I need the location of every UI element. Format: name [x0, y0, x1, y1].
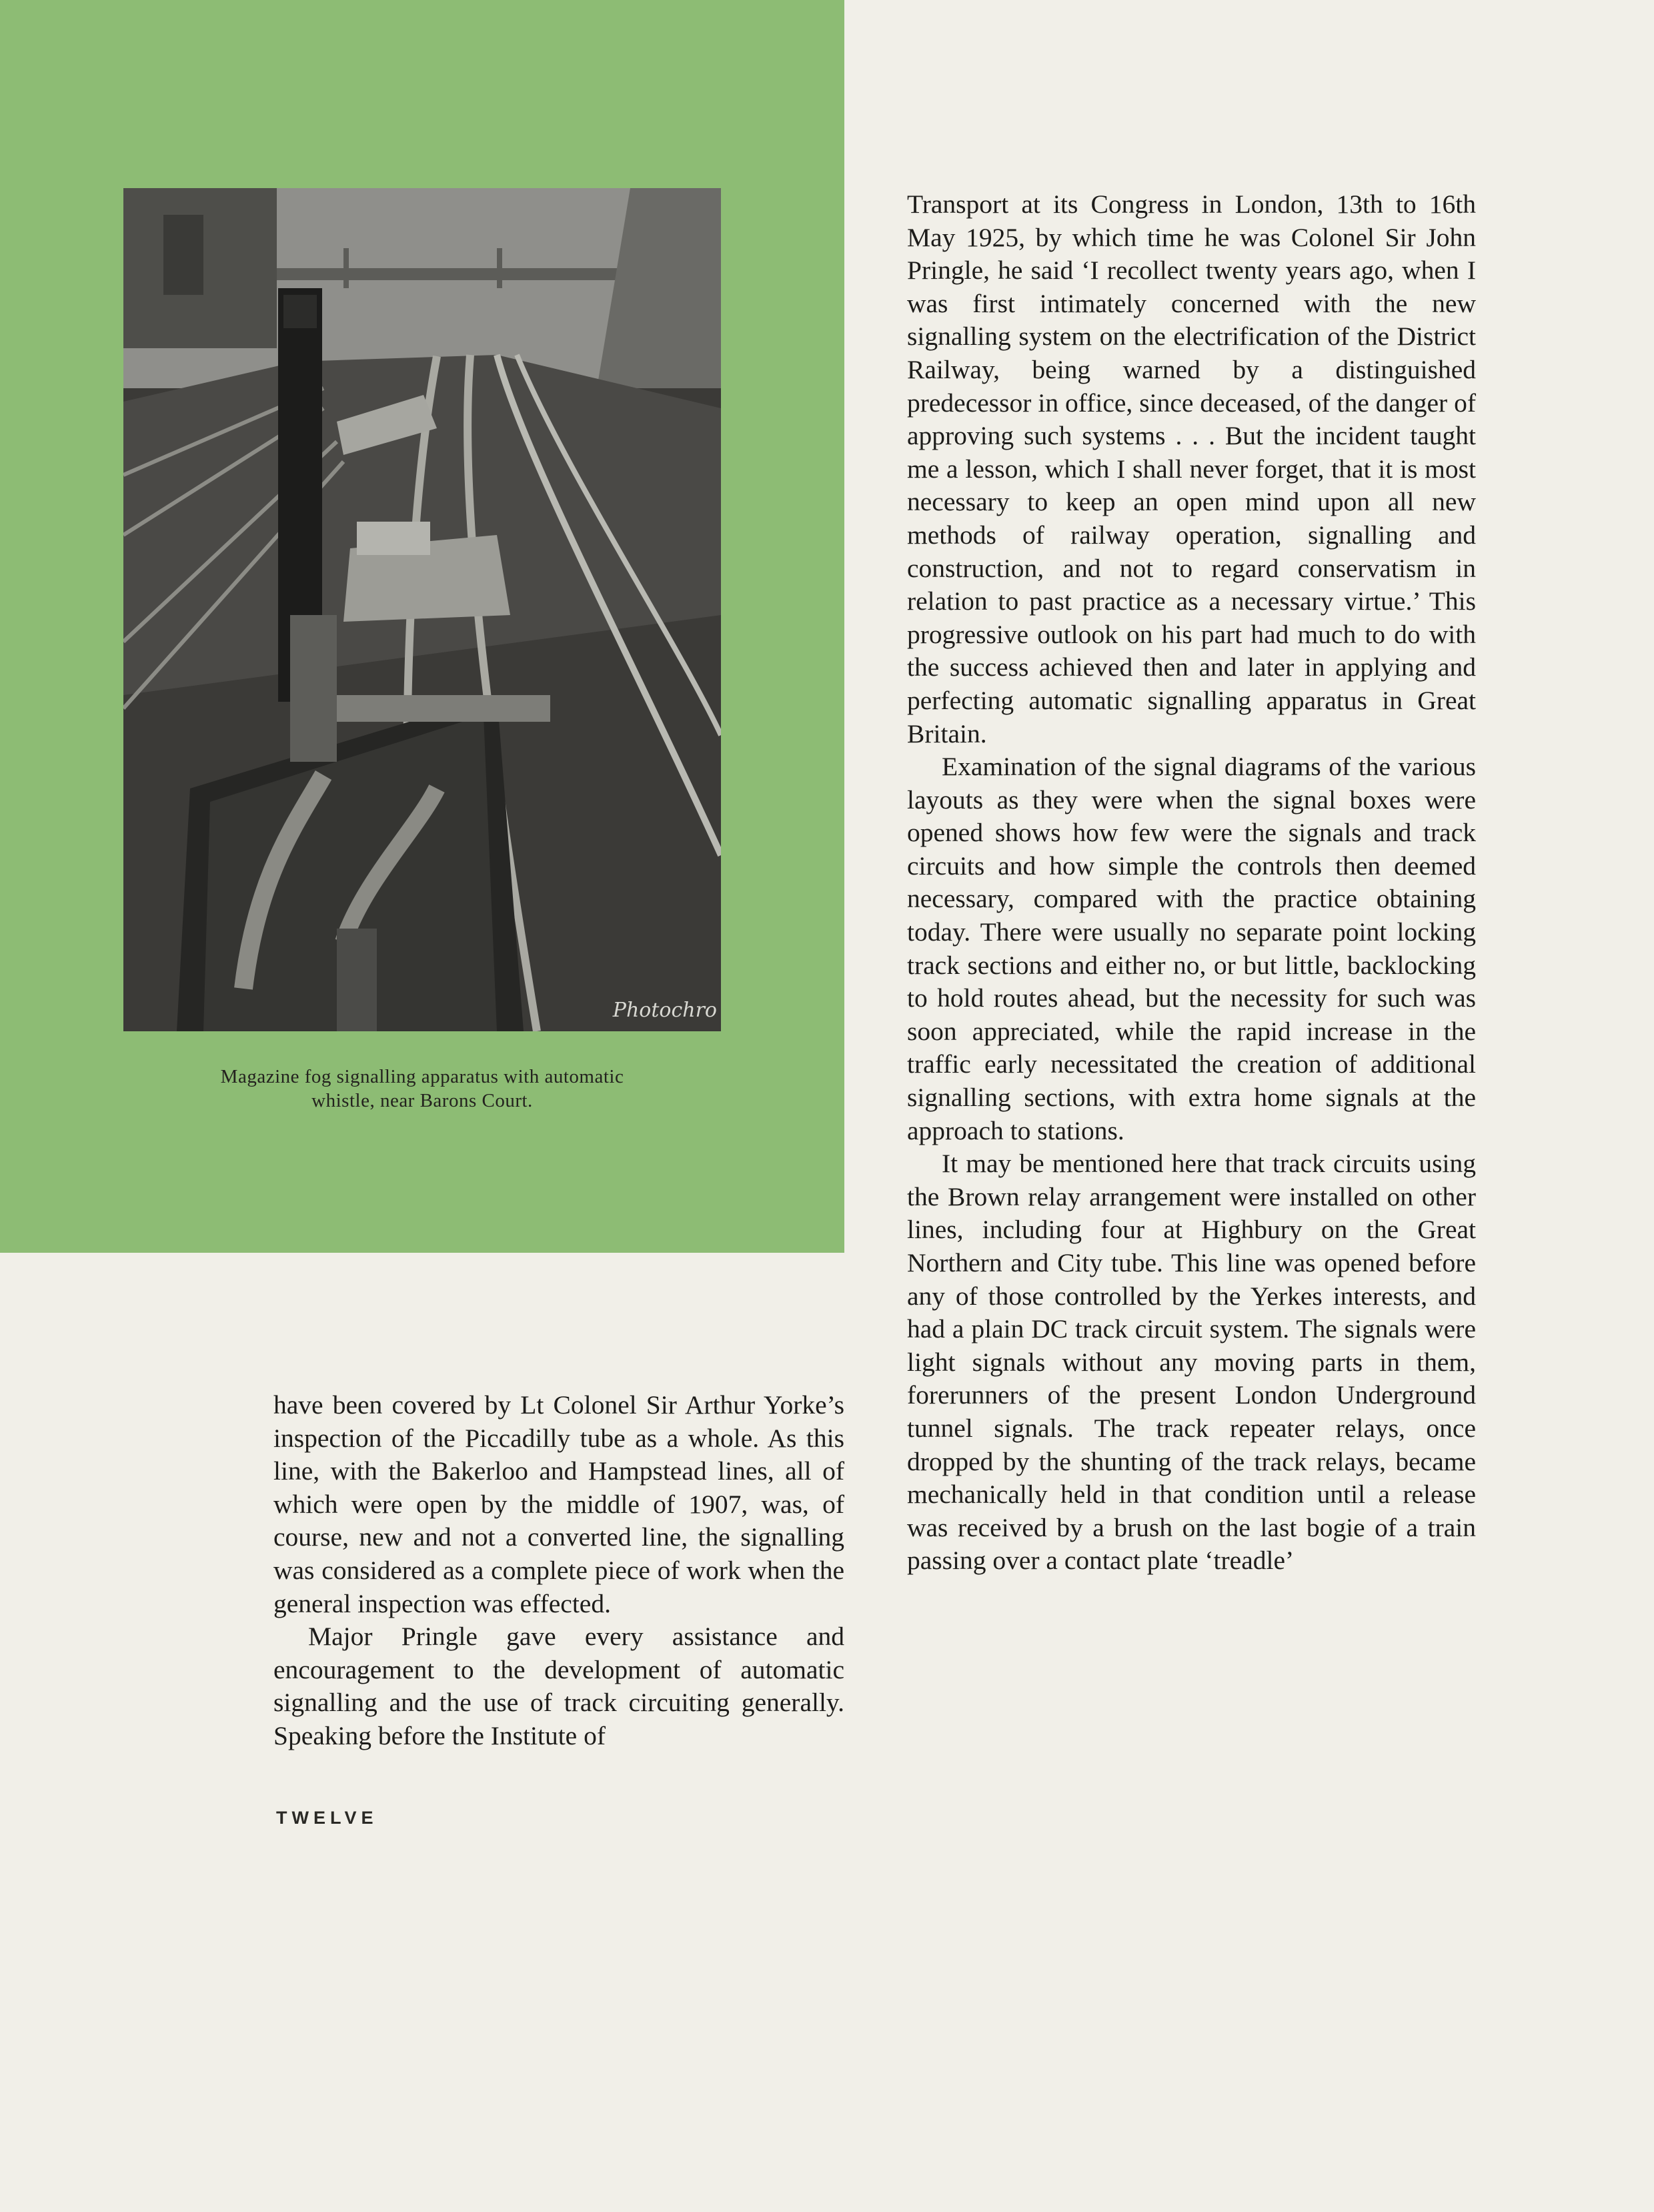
figure-caption	[123, 1065, 721, 1113]
photo-illustration	[123, 188, 721, 1031]
left-paragraph-2: Major Pringle gave every assistance and encouragement to the development of automatic signalling and the use of track circuiting generally. Speaking before the Institute of	[273, 1622, 844, 1750]
right-paragraph-2: Examination of the signal diagrams of the various layouts as they were when the signal boxes were opened shows how few were the signals and track circuits and how simple the controls then deemed necessary, compared with the practice obtaining today. There were usually no separate point locking track sections and either no, or but little, backlocking to hold routes ahead, but the necessity for such was soon appreciated, while the rapid increase in the traffic early necessitated the creation of additional signalling sections, with extra home signals at the approach to stations.	[907, 752, 1476, 1145]
caption-line-1: Magazine fog signalling apparatus with automatic	[220, 1066, 624, 1087]
right-paragraph-1: Transport at its Congress in London, 13th to 16th May 1925, by which time he was Colonel Sir John Pringle, he said ‘I recollect twenty years ago, when I was first intimately concerned with the new signalling system on the electrification of the District Railway, being warned by a distinguished predecessor in office, since deceased, of the danger of approving such systems . . . But the incident taught me a lesson, which I shall never forget, that it is most necessary to keep an open mind upon all new methods of railway operation, signalling and construction, and not to regard conservatism in relation to past practice as a necessary virtue.’ This progressive outlook on his part had much to do with the success achieved then and later in applying and perfecting automatic signalling apparatus in Great Britain.	[907, 189, 1476, 748]
right-column	[907, 188, 1476, 1578]
railway-photograph	[123, 188, 721, 1031]
page-number: TWELVE	[276, 1808, 378, 1828]
caption-line-2: whistle, near Barons Court.	[311, 1090, 533, 1111]
left-column	[273, 1389, 844, 1753]
right-paragraph-3: It may be mentioned here that track circuits using the Brown relay arrangement were installed on other lines, including four at Highbury on the Great Northern and City tube. This line was opened before any of those controlled by the Yerkes interests, and had a plain DC track circuit system. The signals were light signals without any moving parts in them, forerunners of the present London Underground tunnel signals. The track repeater relays, once dropped by the shunting of the track relays, became mechanically held in that condition until a release was received by a brush on the last bogie of a train passing over a contact plate ‘treadle’	[907, 1149, 1476, 1576]
photo-credit: Photochro	[612, 999, 717, 1022]
left-paragraph-1: have been covered by Lt Colonel Sir Arthur Yorke’s inspection of the Piccadilly tube as a whole. As this line, with the Bakerloo and Hampstead lines, all of which were open by the middle of 1907, was, of course, new and not a converted line, the signalling was considered as a complete piece of work when the general inspection was effected.	[273, 1390, 844, 1618]
